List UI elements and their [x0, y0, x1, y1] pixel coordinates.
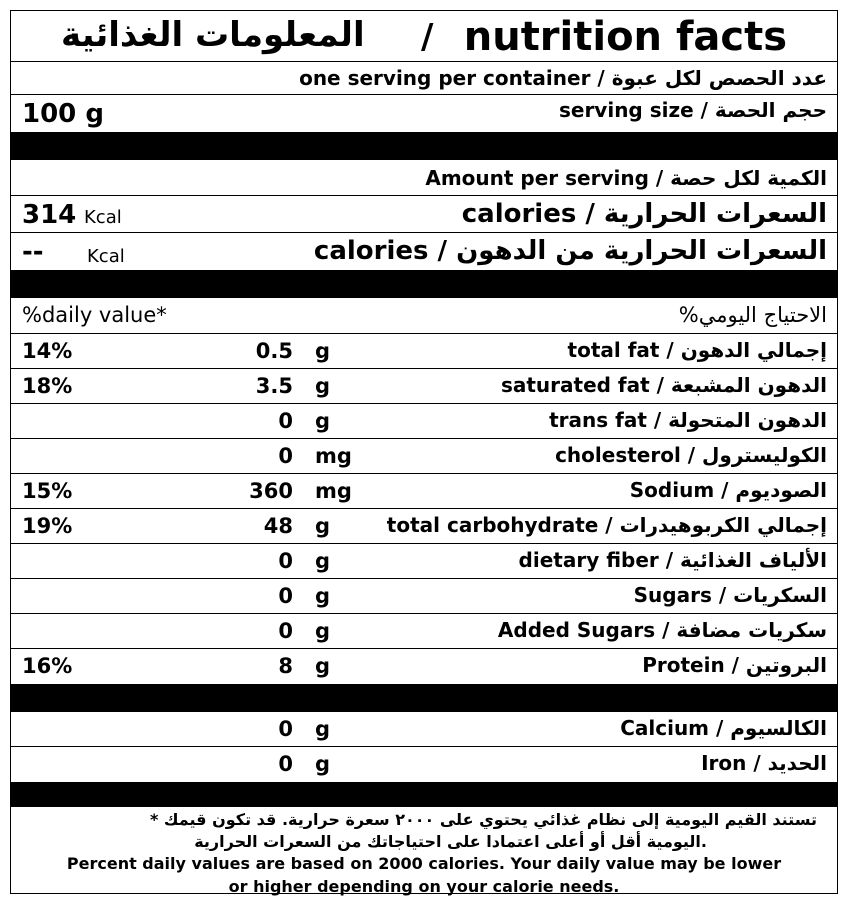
- mineral-label: Iron / الحديد: [701, 751, 827, 775]
- nutrient-label: trans fat / الدهون المتحولة: [549, 408, 827, 432]
- calories-label: calories / السعرات الحرارية: [461, 199, 827, 229]
- footnote-arabic-line-1: * تستند القيم اليومية إلى نظام غذائي يحتوي على ٢٠٠٠ سعرة حرارية. قد تكون قيمك: [149, 810, 817, 829]
- servings-per-container: one serving per container / عدد الحصص لكل عبوة: [299, 66, 827, 90]
- nutrient-amount: 0: [278, 409, 293, 433]
- footnote-arabic-line-2: اليومية أقل أو أعلى اعتمادا على احتياجاتك من السعرات الحرارية.: [194, 832, 707, 851]
- mineral-unit: g: [315, 752, 331, 776]
- nutrient-percent: 16%: [22, 654, 73, 678]
- nutrient-label: Protein / البروتين: [642, 653, 827, 677]
- fat-calories-value: --: [22, 237, 44, 267]
- nutrient-label: Sugars / السكريات: [633, 583, 827, 607]
- nutrient-row-total-fat: [11, 334, 837, 369]
- daily-value-header-en: %daily value*: [22, 303, 167, 327]
- nutrient-amount: 48: [263, 514, 293, 538]
- nutrient-unit: g: [315, 409, 331, 433]
- mineral-amount: 0: [278, 752, 293, 776]
- nutrient-label: dietary fiber / الألياف الغذائية: [518, 548, 827, 572]
- divider-bar: [11, 270, 837, 298]
- nutrient-label: total carbohydrate / إجمالي الكربوهيدرات: [386, 513, 827, 537]
- serving-size-value: 100 g: [22, 99, 104, 129]
- serving-size-label: serving size / حجم الحصة: [558, 98, 827, 122]
- mineral-amount: 0: [278, 717, 293, 741]
- title-english: nutrition facts: [463, 14, 787, 60]
- nutrition-label: [10, 10, 838, 894]
- title-separator: /: [421, 17, 434, 57]
- nutrient-amount: 0.5: [255, 339, 293, 363]
- nutrient-row-sugars: [11, 579, 837, 614]
- nutrient-unit: g: [315, 514, 331, 538]
- mineral-row-iron: [11, 747, 837, 782]
- nutrient-label: saturated fat / الدهون المشبعة: [500, 373, 827, 397]
- nutrient-row-trans-fat: [11, 404, 837, 439]
- nutrient-label: total fat / إجمالي الدهون: [567, 338, 827, 362]
- nutrient-amount: 0: [278, 584, 293, 608]
- footnote-english-line-2: or higher depending on your calorie needs.: [228, 877, 620, 896]
- nutrient-percent: 14%: [22, 339, 73, 363]
- nutrient-percent: 18%: [22, 374, 73, 398]
- nutrient-unit: mg: [315, 479, 352, 503]
- amount-per-serving-label: Amount per serving / الكمية لكل حصة: [425, 166, 827, 190]
- mineral-unit: g: [315, 717, 331, 741]
- nutrient-label: Added Sugars / سكريات مضافة: [497, 618, 827, 642]
- nutrient-amount: 0: [278, 444, 293, 468]
- footnote-english-line-1: Percent daily values are based on 2000 calories. Your daily value may be lower: [66, 854, 782, 873]
- divider-bar: [11, 132, 837, 160]
- nutrient-unit: g: [315, 654, 331, 678]
- title-arabic: المعلومات الغذائية: [61, 15, 365, 55]
- nutrient-unit: g: [315, 619, 331, 643]
- nutrient-row-saturated-fat: [11, 369, 837, 404]
- fat-calories-unit: Kcal: [87, 246, 125, 267]
- amount-per-serving-row: [11, 160, 837, 196]
- nutrient-label: Sodium / الصوديوم: [629, 478, 827, 502]
- mineral-row-calcium: [11, 712, 837, 747]
- mineral-label: Calcium / الكالسيوم: [620, 716, 827, 740]
- nutrient-percent: 15%: [22, 479, 73, 503]
- divider-bar: [11, 684, 837, 712]
- nutrient-amount: 8: [278, 654, 293, 678]
- nutrient-row-protein: [11, 649, 837, 684]
- footnote: [11, 807, 837, 896]
- nutrient-unit: g: [315, 584, 331, 608]
- nutrient-row-total-carbohydrate: [11, 509, 837, 544]
- calories-row: [11, 196, 837, 233]
- daily-value-header-row: [11, 298, 837, 334]
- nutrient-unit: g: [315, 549, 331, 573]
- nutrient-amount: 0: [278, 549, 293, 573]
- calories-value: 314: [22, 200, 77, 230]
- nutrient-row-added-sugars: [11, 614, 837, 649]
- fat-calories-label: calories / السعرات الحرارية من الدهون: [313, 236, 827, 266]
- nutrient-row-dietary-fiber: [11, 544, 837, 579]
- nutrient-row-sodium: [11, 474, 837, 509]
- nutrient-unit: g: [315, 339, 331, 363]
- nutrient-amount: 3.5: [255, 374, 293, 398]
- header-row: [11, 11, 837, 62]
- fat-calories-row: [11, 233, 837, 270]
- nutrient-amount: 0: [278, 619, 293, 643]
- divider-bar: [11, 782, 837, 807]
- nutrient-unit: mg: [315, 444, 352, 468]
- nutrient-row-cholesterol: [11, 439, 837, 474]
- nutrient-label: cholesterol / الكوليسترول: [555, 443, 827, 467]
- nutrient-percent: 19%: [22, 514, 73, 538]
- calories-unit: Kcal: [84, 207, 122, 228]
- servings-per-container-row: [11, 62, 837, 95]
- nutrient-unit: g: [315, 374, 331, 398]
- nutrient-amount: 360: [249, 479, 293, 503]
- daily-value-header-ar: %الاحتياج اليومي: [678, 303, 827, 327]
- serving-size-row: [11, 95, 837, 132]
